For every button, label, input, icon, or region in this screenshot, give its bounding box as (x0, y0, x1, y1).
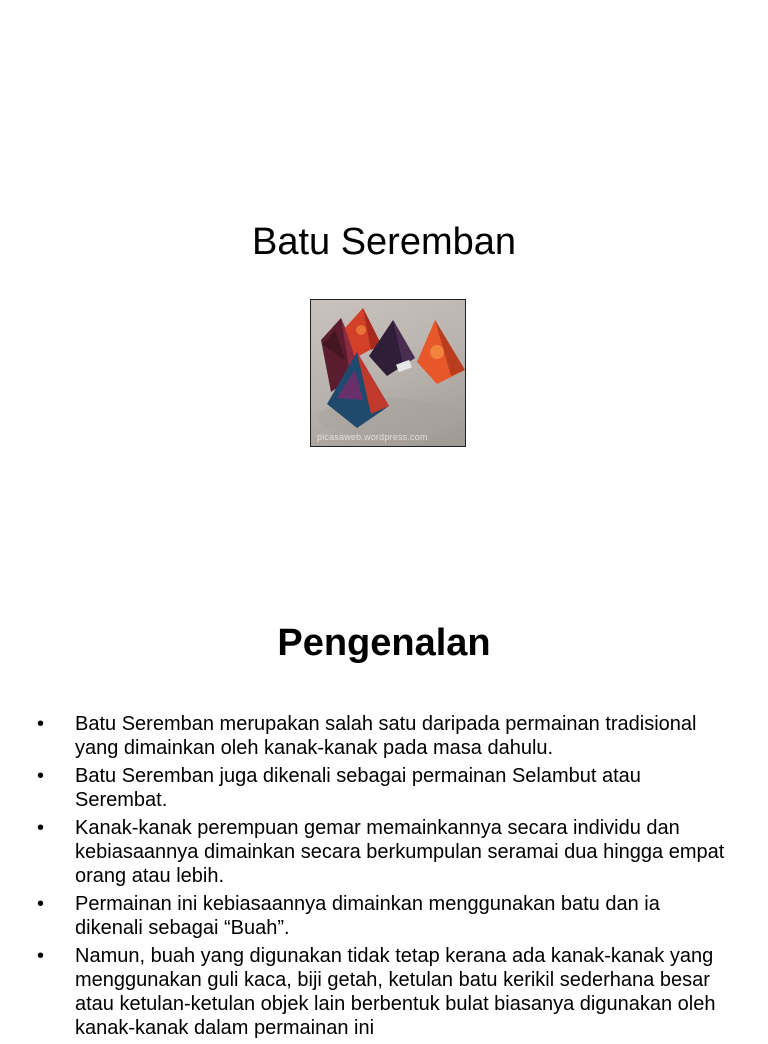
batu-seremban-photo (310, 299, 466, 447)
bullet-text: Batu Seremban juga dikenali sebagai permainan Selambut atau Serembat. (75, 765, 641, 811)
slide-pengenalan-heading: Pengenalan (277, 622, 491, 664)
slide-pengenalan (0, 595, 768, 1039)
bullet-item (30, 944, 730, 1040)
bullet-dot-icon: • (37, 945, 45, 967)
bullet-text: Namun, buah yang digunakan tidak tetap kerana ada kanak-kanak yang menggunakan guli kaca, biji getah, ketulan batu kerikil sederhana besar atau ketulan-ketulan objek lain berbentuk bulat biasanya digunakan oleh kanak-kanak dalam permainan ini (75, 945, 716, 1039)
slide-title-heading: Batu Seremban (251, 221, 517, 263)
photo-watermark: picasaweb.wordpress.com (317, 432, 428, 442)
fabric-pyramids-illustration (311, 300, 465, 446)
bullet-dot-icon: • (37, 893, 45, 915)
bullet-item (30, 712, 730, 760)
bullet-list (30, 712, 730, 1044)
bullet-dot-icon: • (37, 713, 45, 735)
bullet-text: Kanak-kanak perempuan gemar memainkannya secara individu dan kebiasaannya dimainkan secara berkumpulan seramai dua hingga empat orang atau lebih. (75, 817, 725, 887)
bullet-text: Permainan ini kebiasaannya dimainkan menggunakan batu dan ia dikenali sebagai “Buah”. (75, 893, 660, 939)
bullet-dot-icon: • (37, 817, 45, 839)
bullet-dot-icon: • (37, 765, 45, 787)
bullet-item (30, 764, 730, 812)
bullet-item (30, 892, 730, 940)
bullet-item (30, 816, 730, 888)
bullet-text: Batu Seremban merupakan salah satu daripada permainan tradisional yang dimainkan oleh kanak-kanak pada masa dahulu. (75, 713, 697, 759)
